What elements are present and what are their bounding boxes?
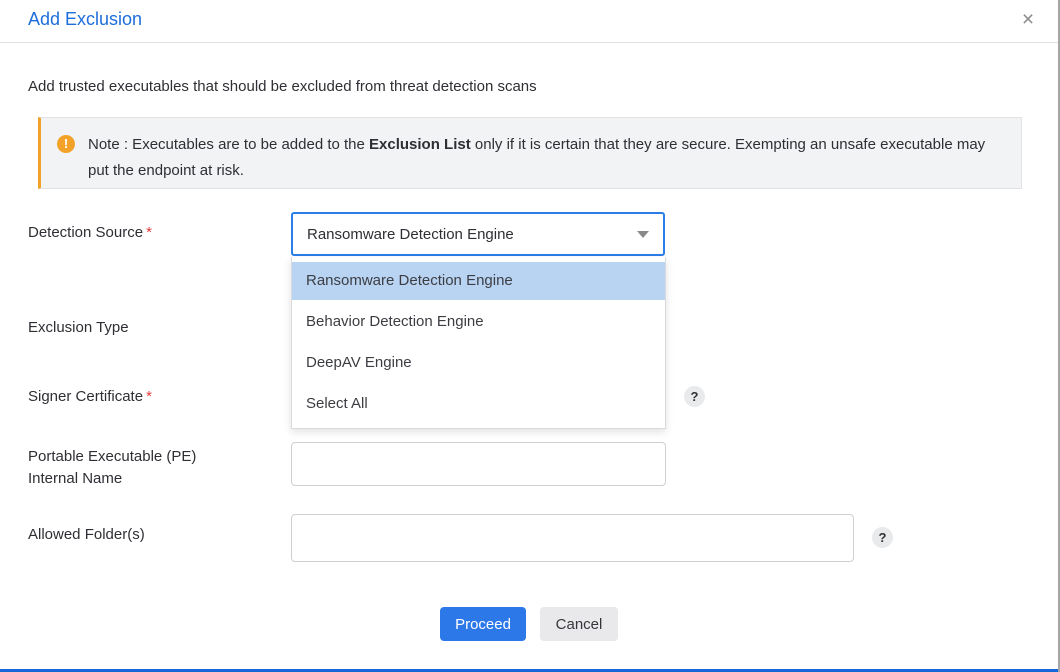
- proceed-button[interactable]: Proceed: [440, 607, 526, 641]
- dialog-title: Add Exclusion: [28, 9, 143, 29]
- note-text-prefix: Note : Executables are to be added to the: [88, 136, 370, 153]
- signer-certificate-help-icon[interactable]: ?: [684, 386, 705, 407]
- note-text-bold: Exclusion List: [369, 136, 471, 153]
- intro-text: Add trusted executables that should be excluded from threat detection scans: [28, 78, 537, 95]
- note-text: [88, 132, 1001, 184]
- allowed-folders-help-icon[interactable]: ?: [872, 527, 893, 548]
- cancel-button[interactable]: Cancel: [540, 607, 618, 641]
- close-icon[interactable]: ×: [1016, 8, 1040, 32]
- dropdown-option-deepav[interactable]: DeepAV Engine: [306, 354, 412, 371]
- note-box: [38, 117, 1022, 189]
- detection-source-select[interactable]: [291, 212, 665, 256]
- detection-source-dropdown: [291, 257, 666, 429]
- allowed-folders-input[interactable]: [291, 514, 854, 562]
- required-asterisk: *: [146, 388, 152, 405]
- chevron-down-icon: [637, 231, 649, 238]
- allowed-folders-label: Allowed Folder(s): [28, 526, 145, 543]
- note-text-suffix: only if it is certain that they are secure. Exempting an unsafe executable may put the endpoint at risk.: [88, 136, 986, 179]
- dropdown-option-ransomware[interactable]: Ransomware Detection Engine: [292, 262, 665, 300]
- dropdown-option-select-all[interactable]: Select All: [306, 395, 368, 412]
- dialog-header: [0, 0, 1058, 43]
- warning-icon: !: [57, 135, 75, 153]
- required-asterisk: *: [146, 224, 152, 241]
- signer-certificate-label: Signer Certificate *: [28, 388, 152, 405]
- pe-internal-name-input[interactable]: [291, 442, 666, 486]
- dropdown-option-behavior[interactable]: Behavior Detection Engine: [306, 313, 484, 330]
- detection-source-label: Detection Source *: [28, 224, 152, 241]
- exclusion-type-label: Exclusion Type: [28, 319, 129, 336]
- detection-source-selected-value: Ransomware Detection Engine: [307, 225, 514, 243]
- pe-internal-name-label: Portable Executable (PE) Internal Name: [28, 448, 197, 487]
